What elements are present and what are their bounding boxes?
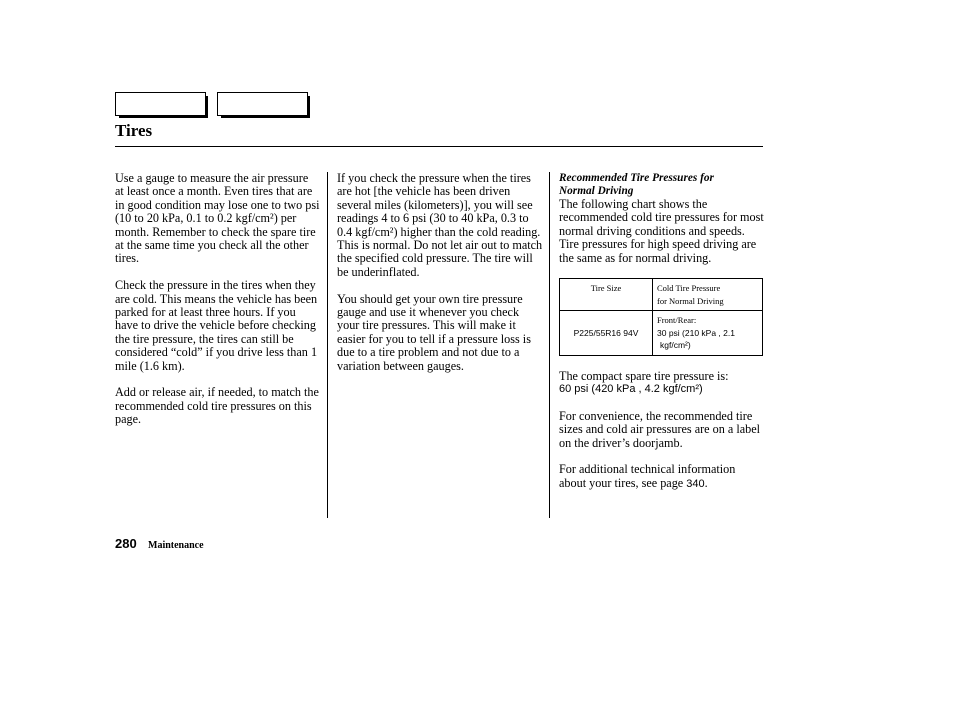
paragraph xyxy=(559,463,764,491)
text-column-3 xyxy=(559,172,764,491)
next-page-button[interactable] xyxy=(217,92,308,116)
header-line: Cold Tire Pressure xyxy=(657,283,721,294)
cell-tire-size: P225/55R16 94V xyxy=(560,311,653,356)
cell-label: Front/Rear: xyxy=(657,315,697,326)
cell-value: kgf/cm²) xyxy=(660,340,691,351)
table-header-row xyxy=(560,279,763,311)
paragraph: The following chart shows the recommended cold tire pressures for most normal driving conditions and speeds. Tire pressures for high speed driving are the same as for normal driving. xyxy=(559,197,764,265)
tire-pressure-table xyxy=(559,278,763,356)
subheading-line: Normal Driving xyxy=(559,185,634,197)
spare-pressure-value: 60 psi (420 kPa , 4.2 kgf/cm²) xyxy=(559,382,703,395)
paragraph-text: For additional technical information about your tires, see page xyxy=(559,462,736,490)
paragraph: Check the pressure in the tires when they are cold. This means the vehicle has been parked for at least three hours. If you have to drive the vehicle before checking the tire pressure, the tires can still be considered “cold” if you drive less than 1 mile (1.6 km). xyxy=(115,278,318,373)
column-divider xyxy=(327,172,328,518)
paragraph-end: . xyxy=(704,475,708,490)
text-column-2 xyxy=(337,172,543,373)
section-name: Maintenance xyxy=(148,540,204,551)
header-line: for Normal Driving xyxy=(657,295,724,306)
page-number: 280 xyxy=(115,536,137,551)
header-cold-pressure xyxy=(653,279,763,311)
title-divider xyxy=(115,146,763,147)
paragraph: Add or release air, if needed, to match the recommended cold tire pressures on this page. xyxy=(115,385,319,427)
subheading-line: Recommended Tire Pressures for xyxy=(559,172,714,184)
text-column-1 xyxy=(115,172,320,427)
subheading xyxy=(559,172,764,198)
column-divider xyxy=(549,172,550,518)
paragraph: For convenience, the recommended tire sizes and cold air pressures are on a label on the driver’s doorjamb. xyxy=(559,408,761,450)
page-reference-link[interactable]: 340 xyxy=(686,477,705,490)
spare-intro: The compact spare tire pressure is: xyxy=(559,368,729,383)
paragraph: Use a gauge to measure the air pressure at least once a month. Even tires that are in good condition may lose one to two psi (10 to 20 kPa, 0.1 to 0.2 kgf/cm²) per month. Remember to check the spare tire at the same time you check all the other tires. xyxy=(115,171,320,266)
paragraph: You should get your own tire pressure gauge and use it whenever you check your tire pressures. This will make it easier for you to tell if a pressure loss is due to a tire problem and not due to a variation between gauges. xyxy=(337,291,531,373)
paragraph: If you check the pressure when the tires are hot [the vehicle has been driven several miles (kilometers)], you will see readings 4 to 6 psi (30 to 40 kPa, 0.3 to 0.4 kgf/cm²) higher than the cold reading. This is normal. Do not let air out to match the specified cold pressure. The tire will be underinflated. xyxy=(337,171,543,279)
cell-pressure xyxy=(653,311,763,356)
table-row xyxy=(560,311,763,356)
header-tire-size: Tire Size xyxy=(560,279,653,311)
previous-page-button[interactable] xyxy=(115,92,206,116)
cell-value: 30 psi (210 kPa , 2.1 xyxy=(657,327,735,338)
page-title: Tires xyxy=(115,121,153,140)
